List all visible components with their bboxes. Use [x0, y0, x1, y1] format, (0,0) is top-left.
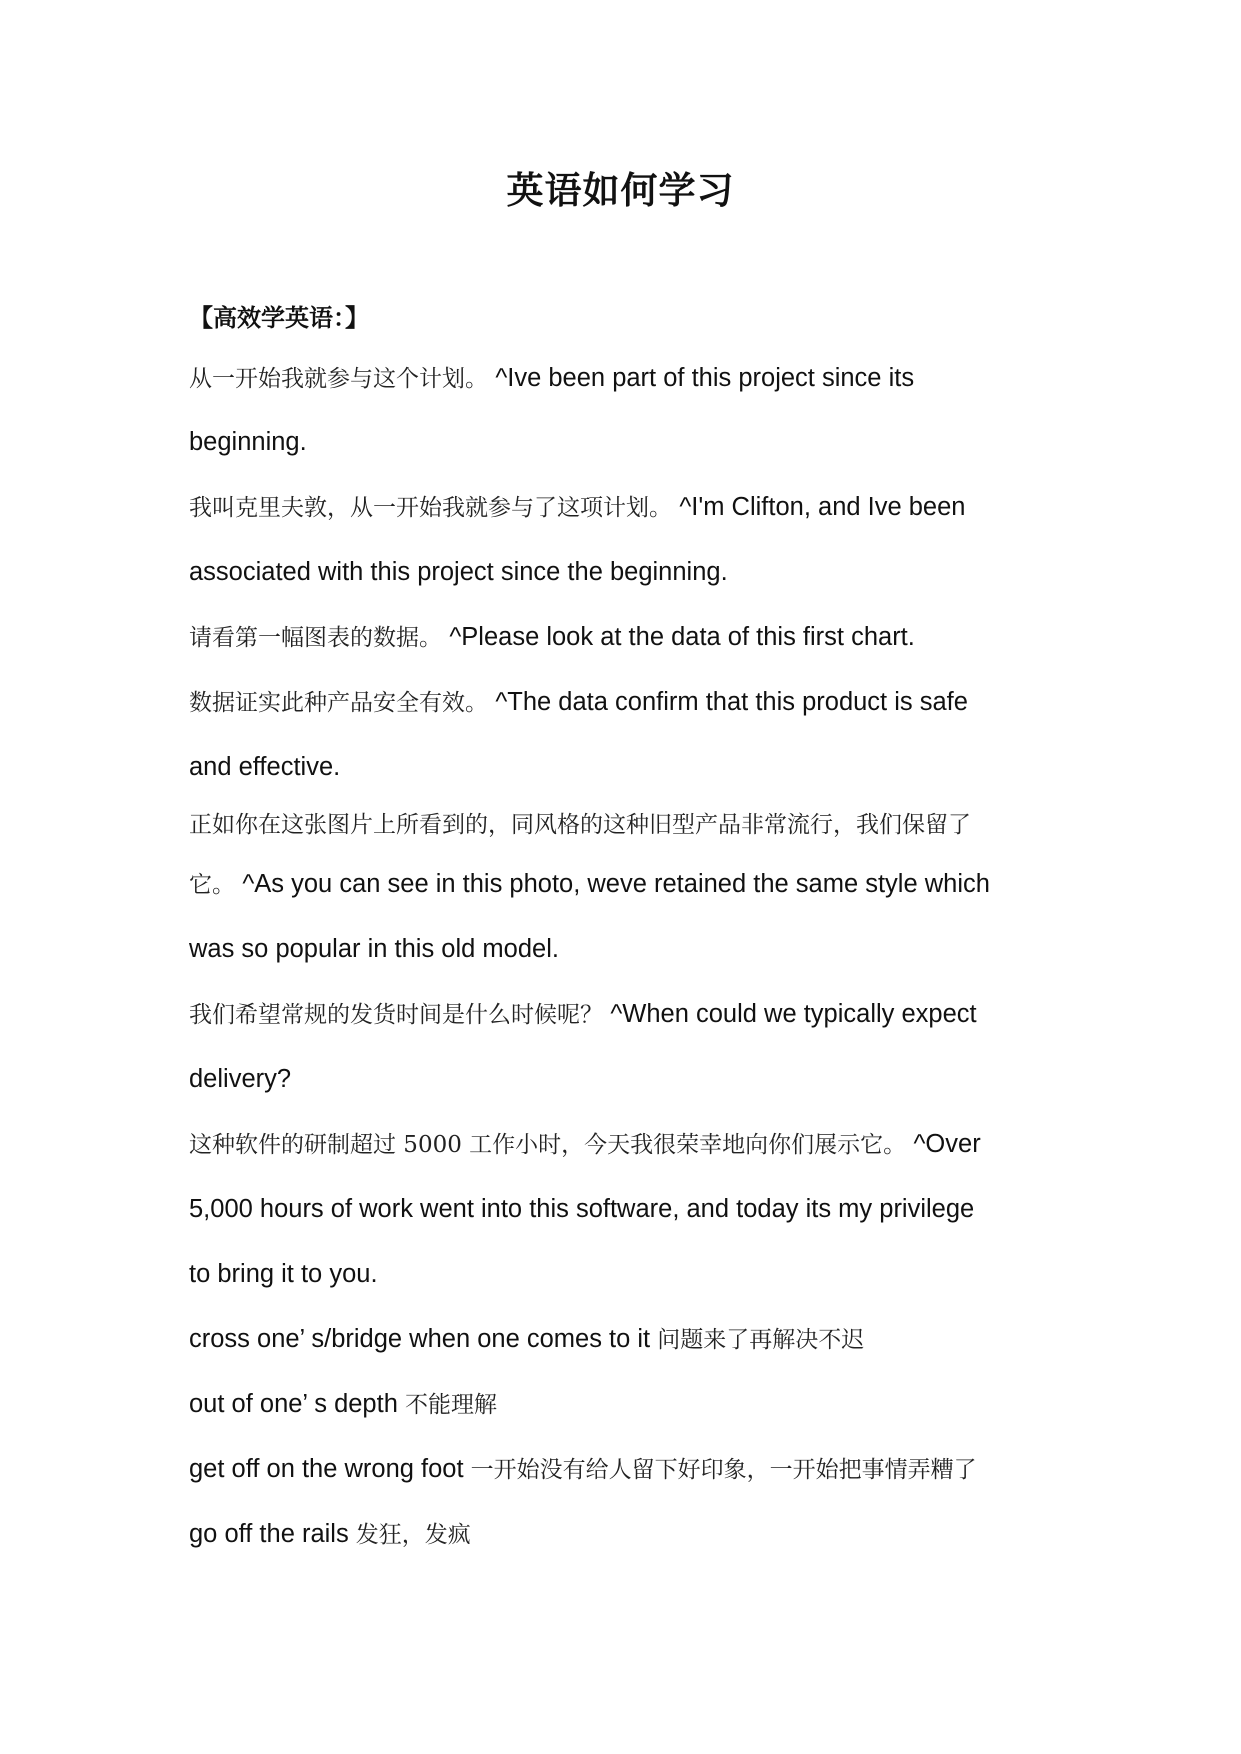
idiom-english: get off on the wrong foot	[189, 1455, 471, 1483]
english-text: ^I'm Clifton, and Ive been	[679, 493, 966, 521]
idiom-line	[189, 1321, 864, 1358]
english-text: ^Ive been part of this project since its	[495, 364, 915, 392]
text-line	[189, 489, 965, 526]
chinese-text: 正如你在这张图片上所看到的，同风格的这种旧型产品非常流行，我们保留了	[189, 812, 971, 838]
text-line	[189, 806, 971, 843]
text-line	[189, 996, 977, 1033]
idiom-chinese: 发狂，发疯	[355, 1522, 471, 1548]
idiom-english: go off the rails	[189, 1520, 356, 1548]
english-text: ^As you can see in this photo, weve retained the same style which	[242, 870, 990, 898]
text-line	[189, 1126, 981, 1163]
chinese-text: 我叫克里夫敦，从一开始我就参与了这项计划。	[189, 495, 680, 521]
text-line	[189, 684, 968, 721]
text-line	[189, 554, 728, 590]
text-line	[189, 360, 914, 397]
idiom-line	[189, 1386, 497, 1423]
english-text: and effective.	[189, 753, 341, 781]
text-line	[189, 749, 340, 785]
english-text: 5,000 hours of work went into this software, and today its my privilege	[189, 1195, 975, 1223]
page-title: 英语如何学习	[506, 169, 735, 212]
english-text: ^Over	[913, 1130, 981, 1158]
english-text: ^Please look at the data of this first chart.	[449, 623, 915, 651]
section-heading: 【高效学英语：】	[189, 304, 369, 332]
idiom-english: out of one’ s depth	[189, 1390, 405, 1418]
idiom-english: cross one’ s/bridge when one comes to it	[189, 1325, 658, 1353]
english-text: ^The data confirm that this product is safe	[495, 688, 968, 716]
chinese-text: 请看第一幅图表的数据。	[189, 625, 450, 651]
text-line	[189, 1191, 974, 1227]
idiom-line	[189, 1451, 977, 1488]
text-line	[189, 424, 307, 460]
text-line	[189, 1061, 291, 1097]
idiom-chinese: 不能理解	[404, 1392, 497, 1418]
chinese-text: 数据证实此种产品安全有效。	[189, 690, 496, 716]
chinese-text: 这种软件的研制超过 5000 工作小时，今天我很荣幸地向你们展示它。	[189, 1132, 914, 1158]
english-text: to bring it to you.	[189, 1260, 378, 1288]
chinese-text: 我们希望常规的发货时间是什么时候呢？	[189, 1002, 611, 1028]
text-line	[189, 931, 559, 967]
chinese-text: 从一开始我就参与这个计划。	[189, 366, 496, 392]
english-text: ^When could we typically expect	[610, 1000, 977, 1028]
text-line	[189, 866, 990, 903]
text-line	[189, 1256, 378, 1292]
english-text: was so popular in this old model.	[189, 935, 559, 963]
english-text: delivery?	[189, 1065, 292, 1093]
chinese-text: 它。	[189, 872, 243, 898]
idiom-chinese: 一开始没有给人留下好印象，一开始把事情弄糟了	[470, 1457, 977, 1483]
text-line	[189, 619, 915, 656]
english-text: beginning.	[189, 428, 307, 456]
idiom-line	[189, 1516, 471, 1553]
english-text: associated with this project since the beginning.	[189, 558, 728, 586]
idiom-chinese: 问题来了再解决不迟	[657, 1327, 865, 1353]
